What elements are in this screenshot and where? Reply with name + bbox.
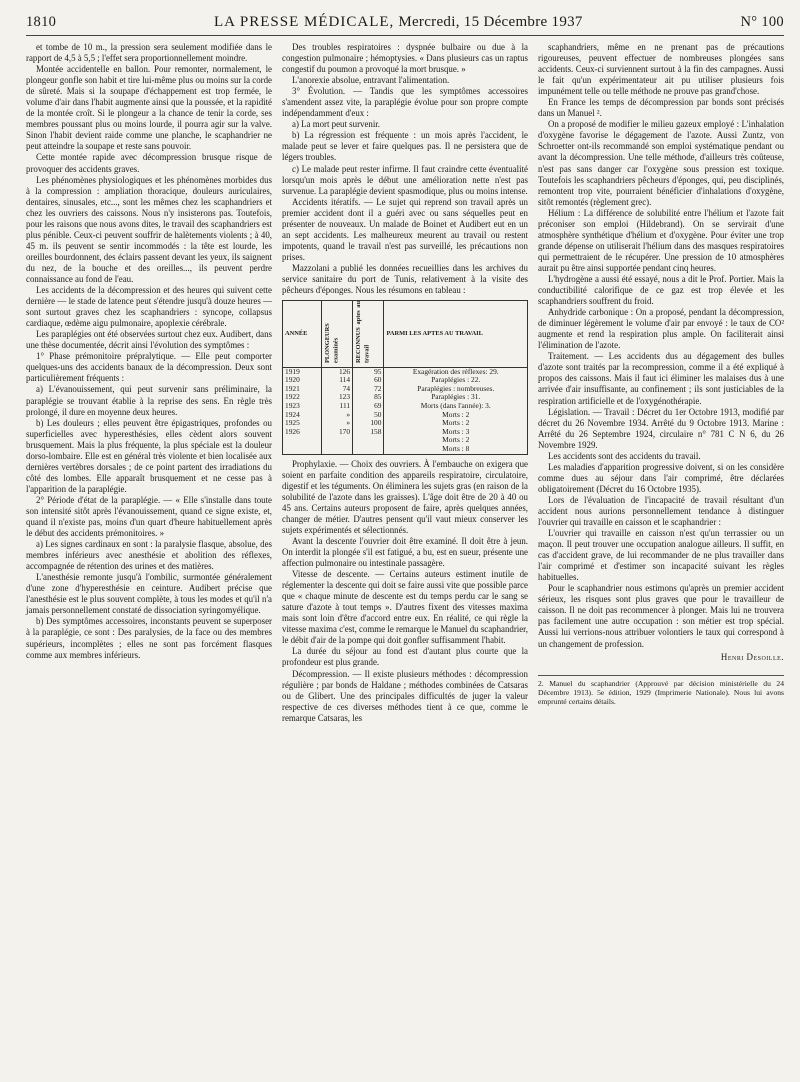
column-left-paragraph: 1° Phase prémonitoire prépralytique. — Elle peut comporter quelques-uns des accidents banaux de la décompression. Deux sont particulièrement fréquents : [26, 351, 272, 384]
column-left-paragraph: Les accidents de la décompression et des heures qui suivent cette dernière — le stade de latence peut s'étendre jusqu'à douze heures — sont surtout graves chez les scaphandriers : syncope, collapsus cardiaque, œdème aigu pulmonaire, apoplexie cérébrale. [26, 285, 272, 329]
column-left-paragraph: Les phénomènes physiologiques et les phénomènes morbides dus à la compression : ampliation thoracique, douleurs auriculaires, dentaires, sinusales, etc..., sont les mêmes chez les scaphandriers et chez les ouvriers des caissons. Nous n'y insisterons pas. Toutefois, pour les raisons que nous avons dites, le travail des scaphandriers est plus pénible. Ceux-ci peuvent souffrir de halètements violents ; à 40, 45 m. ils peuvent se sentir incommodés : la tête est lourde, les oreilles bourdonnent, des éclairs passent devant les yeux, ils saignent du nez, de la bouche et des oreilles..., ils peuvent perdre connaissance au fond de l'eau. [26, 174, 272, 284]
examined-cell: 170 [321, 428, 352, 437]
empty-cell [321, 436, 352, 445]
column-middle-paragraph: Des troubles respiratoires : dyspnée bulbaire ou due à la congestion pulmonaire ; hémoptysies. « Dans plusieurs cas un raptus congestif du poumon a provoqué la mort brusque. » [282, 42, 528, 75]
column-middle-paragraph: La durée du séjour au fond est d'autant plus courte que la profondeur est plus grande. [282, 646, 528, 668]
column-left-paragraph: Montée accidentelle en ballon. Pour remonter, normalement, le plongeur gonfle son habit et tire lui-même plus ou moins sur la corde de sûreté. Mais si la soupape d'échappement est trop fermée, le volume d'air dans l'habit augmente ainsi que la poussée, et la rapidité de la montée croît. Si le plongeur a la chance de tenir la corde, ses membres poussant plus ou moins lourde, il pourra agir sur la valve. Sinon l'habit devient raide comme une planche, le scaphandrier ne peut atteindre la soupape et reste sans pouvoir. [26, 64, 272, 152]
examined-cell: 111 [321, 402, 352, 411]
column-middle-paragraph: Mazzolani a publié les données recueillies dans les archives du service sanitaire du port de Tunis, relativement à la visite des pêcheurs d'éponges. Nous les résumons en tableau : [282, 262, 528, 296]
year-cell: 1924 [283, 411, 322, 420]
empty-cell [321, 445, 352, 454]
column-middle-paragraph: Décompression. — Il existe plusieurs méthodes : décompression régulière ; par bonds de Haldane ; méthodes combinées de Catsaras ou de Glibert. Une des principales difficultés de juger la valeur respective de ces diverses méthodes tient à ce que, comme le remarque Catsaras, les [282, 668, 528, 723]
table-header-fit: RECONNUS aptes au travail [353, 301, 384, 368]
column-right-paragraph: Les accidents sont des accidents du travail. [548, 450, 701, 461]
journal-name: LA PRESSE MÉDICALE, [214, 14, 395, 30]
examined-cell: 114 [321, 376, 352, 385]
examined-cell: » [321, 411, 352, 420]
column-right-paragraph: Lors de l'évaluation de l'incapacité de travail résultant d'un accident nous aurions personnellement tendance à distinguer l'ouvrier qui travaille en caisson et le scaphandrier : [538, 494, 784, 528]
table-row [283, 436, 528, 445]
table-header-year: ANNÉE [283, 301, 322, 368]
column-left-paragraph: Les paraplégies ont été observées surtout chez eux. Audibert, dans une thèse documentée, décrit ainsi l'évolution des symptômes : [26, 329, 272, 351]
observation-cell: Exagération des réflexes: 29. [384, 367, 528, 376]
column-middle-paragraph: Prophylaxie. — Choix des ouvriers. À l'embauche on exigera que soient en parfaite condition des appareils respiratoire, circulatoire, digestif et les téguments. On éliminera les sujets gras (en raison de la solubilité de l'azote dans les graisses). L'âge doit être de 20 à 40 ou 45 ans. Certains auteurs proposent de faire, après quelques années, changer de métier. D'autres pensent qu'il vaut mieux conserver les sujets expérimentés et sélectionnés. [282, 458, 528, 535]
observation-cell: Morts : 8 [384, 445, 528, 454]
statistics-table [282, 300, 528, 455]
issue-number: N° 100 [740, 14, 784, 30]
year-cell: 1922 [283, 393, 322, 402]
observation-cell: Morts : 2 [384, 419, 528, 428]
column-right-paragraph: On a proposé de modifier le milieu gazeux employé : L'inhalation d'oxygène favorise le dégagement de l'azote. Aussi Zuntz, von Schroetter ont-ils recommandé son emploi systématique pendant ou avant la décompression. Une telle méthode, d'ailleurs très coûteuse, n'est pas sans danger car l'oxygène sous pression est toxique. Toutefois les scaphandriers pêcheurs d'éponges, qui, peu disciplinés, remontent trop vite, pourraient bénéficier d'inhalations d'oxygène, sitôt remontés (règlement grec). [538, 119, 784, 207]
observation-cell: Paraplégies : 22. [384, 376, 528, 385]
empty-cell [353, 436, 384, 445]
year-cell: 1919 [283, 367, 322, 376]
column-right-paragraph: L'ouvrier qui travaille en caisson n'est qu'un terrassier ou un maçon. Il peut trouver une occupation analogue ailleurs. Il suffit, en cas d'accident grave, de lui recommander de ne plus travailler dans l'air comprimé et d'estimer son incapacité suivant les règles habituelles. [538, 528, 784, 583]
column-right-paragraph: Anhydride carbonique : On a proposé, pendant la décompression, de diminuer légèrement le volume d'air par envoyé : le taux de CO² augmente et rend la respiration plus ample. On faciliterait ainsi l'élimination de l'azote. [538, 307, 784, 351]
fit-cell: 72 [353, 385, 384, 394]
fit-cell: 69 [353, 402, 384, 411]
examined-cell: 74 [321, 385, 352, 394]
column-middle-paragraph: a) La mort peut survenir. [292, 119, 380, 130]
column-middle-paragraph: L'anorexie absolue, entravant l'alimentation. [292, 75, 450, 86]
column-middle-paragraph: Avant la descente l'ouvrier doit être examiné. Il doit être à jeun. On interdit la plongée s'il est fatigué, a bu, est en sueur, présente une affection pulmonaire ou intestinale passagère. [282, 535, 528, 569]
author-signature: Henri Desoille. [720, 651, 784, 662]
table-row [283, 411, 528, 420]
column-left-paragraph: et tombe de 10 m., la pression sera seulement modifiée dans le rapport de 4,5 à 5,5 ; l'effet sera proportionnellement moindre. [26, 42, 272, 64]
journal-title [214, 14, 583, 31]
column-left-paragraph: b) Des symptômes accessoires, inconstants peuvent se superposer à la paraplégie, ce sont : Des paralysies, de la face ou des membres supérieurs, incomplètes ; elles ne sont pas forcément flasques comme aux membres inférieurs. [26, 616, 272, 660]
issue-date: Mercredi, 15 Décembre 1937 [398, 14, 583, 30]
observation-cell: Morts : 2 [384, 436, 528, 445]
year-cell: 1921 [283, 385, 322, 394]
observation-cell: Paraplégies : 31. [384, 393, 528, 402]
column-right-paragraph: Législation. — Travail : Décret du 1er Octobre 1913, modifié par décret du 26 Novembre 1934. Arrêté du 9 Octobre 1913. Marine : Arrêté du 26 Septembre 1924, circulaire n° 781 C N 6, du 26 Novembre 1929. [538, 406, 784, 450]
column-left [26, 42, 272, 724]
column-right-paragraph: Pour le scaphandrier nous estimons qu'après un premier accident sérieux, les risques sont plus graves que pour le travailleur de caisson. Il ne doit pas recommencer à plonger. Mais lui ne trouvera pas facilement une autre occupation : son métier est trop spécial. Aussi lui verrions-nous attribuer volontiers le taux qui correspond à un changement de profession. [538, 583, 784, 649]
year-cell: 1923 [283, 402, 322, 411]
column-middle-paragraph: Accidents itératifs. — Le sujet qui reprend son travail après un premier accident dont il a guéri avec ou sans séquelles peut en présenter de nouveaux. Un malade de Boinet et Audibert eut en un an sept accidents. Les malheureux meurent au travail ou restent impotents, quand le travail n'est pas surveillé, les précautions non prises. [282, 196, 528, 262]
column-right-paragraph: Les maladies d'apparition progressive doivent, si on les considère comme dues au séjour dans l'air comprimé, être déclarées obligatoirement (Décret du 16 Octobre 1935). [538, 461, 784, 494]
observation-cell: Morts (dans l'année): 3. [384, 402, 528, 411]
column-right-paragraph: En France les temps de décompression par bonds sont précisés dans un Manuel ². [538, 97, 784, 119]
text-columns [26, 42, 784, 724]
table-header-observations: PARMI LES APTES AU TRAVAIL [384, 301, 528, 368]
table-row [283, 445, 528, 454]
column-left-paragraph: Cette montée rapide avec décompression brusque risque de provoquer des accidents graves. [26, 152, 272, 174]
column-middle-paragraph: 3° Évolution. — Tandis que les symptômes accessoires s'amendent assez vite, la paraplégie évolue pour son propre compte indépendamment d'eux : [282, 86, 528, 119]
column-left-paragraph: b) Les douleurs ; elles peuvent être épigastriques, profondes ou superficielles avec hyperesthésies, elles cèdent alors souvent brusquement. Mais la plus fréquente, la plus spéciale est la douleur dorso-lombaire. Elle est en général très violente et bien localisée aux dernières vertèbres dorsales ; de ce point partent des irradiations du côté des lombes. Elle apparaît brusquement et ne cesse pas à l'apparition de la paraplégie. [26, 417, 272, 494]
column-left-paragraph: a) Les signes cardinaux en sont : la paralysie flasque, absolue, des membres inférieurs avec anesthésie et abolition des réflexes, accompagnée de rétention des urines et des matières. [26, 539, 272, 572]
observation-cell: Paraplégies : nombreuses. [384, 385, 528, 394]
fit-cell: 158 [353, 428, 384, 437]
year-cell: 1925 [283, 419, 322, 428]
column-middle [282, 42, 528, 724]
table-row [283, 367, 528, 376]
fit-cell: 85 [353, 393, 384, 402]
empty-cell [283, 436, 322, 445]
column-middle-paragraph: b) La régression est fréquente : un mois après l'accident, le malade peut se lever et faire quelques pas. Il ne persistera que de légers troubles. [282, 130, 528, 163]
fit-cell: 100 [353, 419, 384, 428]
empty-cell [353, 445, 384, 454]
running-head [26, 14, 784, 36]
column-left-paragraph: a) L'évanouissement, qui peut survenir sans préliminaire, la paraplégie se trouvant établie à la reprise des sens. En règle très prolongé, il dure en moyenne deux heures. [26, 384, 272, 417]
column-left-paragraph: 2° Période d'état de la paraplégie. — « Elle s'installe dans toute son intensité sitôt après l'évanouissement, quand ce signe existe, et, quand il n'existe pas, moins d'un quart d'heure habituellement après le début des accidents prémonitoires. » [26, 494, 272, 539]
table-row [283, 385, 528, 394]
year-cell: 1926 [283, 428, 322, 437]
column-right-paragraph: Hélium : La différence de solubilité entre l'hélium et l'azote fait préconiser son emploi (Hildebrand). On se servirait d'une atmosphère synthétique d'hélium et d'oxygène. Pour éviter une trop grande dépense on utiliserait l'hélium dans des masques respiratoires qui permettraient de le récupérer. Une pression de 10 atmosphères aurait pu être ainsi supportée pendant cinq heures. [538, 207, 784, 273]
fit-cell: 50 [353, 411, 384, 420]
observation-cell: Morts : 3 [384, 428, 528, 437]
year-cell: 1920 [283, 376, 322, 385]
fit-cell: 95 [353, 367, 384, 376]
table-row [283, 428, 528, 437]
examined-cell: » [321, 419, 352, 428]
table-row [283, 419, 528, 428]
column-right [538, 42, 784, 724]
table-row [283, 402, 528, 411]
column-right-paragraph: L'hydrogène a aussi été essayé, nous a dit le Prof. Portier. Mais la conductibilité calorifique de ce gaz est trop élevée et les scaphandriers souffrent du froid. [538, 273, 784, 307]
column-left-paragraph: L'anesthésie remonte jusqu'à l'ombilic, surmontée généralement d'une zone d'hyperesthésie en ceinture. Audibert précise que l'anesthésie est le plus souvent complète, à tous les modes et qu'il n'a jamais personnellement constaté de dissociation syringomyélique. [26, 572, 272, 616]
column-middle-paragraph: Vitesse de descente. — Certains auteurs estiment inutile de réglementer la descente qui doit se faire aussi vite que possible parce que « chaque minute de descente est du temps perdu car le sang se sature d'azote à tout temps ». D'autres fixent des vitesses maxima mais sont loin d'être d'accord entre eux. En réalité, ce qui règle la vitesse maxima c'est, comme le remarque le Manuel du scaphandrier, le débit d'air de la pompe qui doit gonfler suffisamment l'habit. [282, 569, 528, 646]
column-middle-paragraph: c) Le malade peut rester infirme. Il faut craindre cette éventualité lorsqu'un mois après le début une amélioration nette n'est pas survenue. La paraplégie devient spasmodique, plus ou moins intense. [282, 163, 528, 196]
footnote: 2. Manuel du scaphandrier (Approuvé par décision ministérielle du 24 Décembre 1913). 5e édition, 1929 (Imprimerie Nationale). Nous lui avons emprunté certains détails. [538, 675, 784, 706]
empty-cell [283, 445, 322, 454]
fit-cell: 60 [353, 376, 384, 385]
examined-cell: 123 [321, 393, 352, 402]
observation-cell: Morts : 2 [384, 411, 528, 420]
page-number: 1810 [26, 14, 57, 30]
column-right-paragraph: scaphandriers, même en ne prenant pas de précautions rigoureuses, peuvent effectuer de nombreuses plongées sans accidents. Ceux-ci surviennent surtout à la fin des campagnes. Aussi le fait qu'un expérimentateur ait pu utiliser plusieurs fois impunément telle ou telle méthode ne prouve pas grand'chose. [538, 42, 784, 97]
column-right-paragraph: Traitement. — Les accidents dus au dégagement des bulles d'azote sont traités par la recompression, comme il a été expliqué à propos des caissons. Mais il faut ici éliminer les malaises dus à une arrivée d'air insuffisante, au confinement ; ils sont justiciables de la respiration artificielle et de l'oxygénothérapie. [538, 351, 784, 406]
table-header-examined: PLONGEURS examinés [321, 301, 352, 368]
examined-cell: 126 [321, 367, 352, 376]
